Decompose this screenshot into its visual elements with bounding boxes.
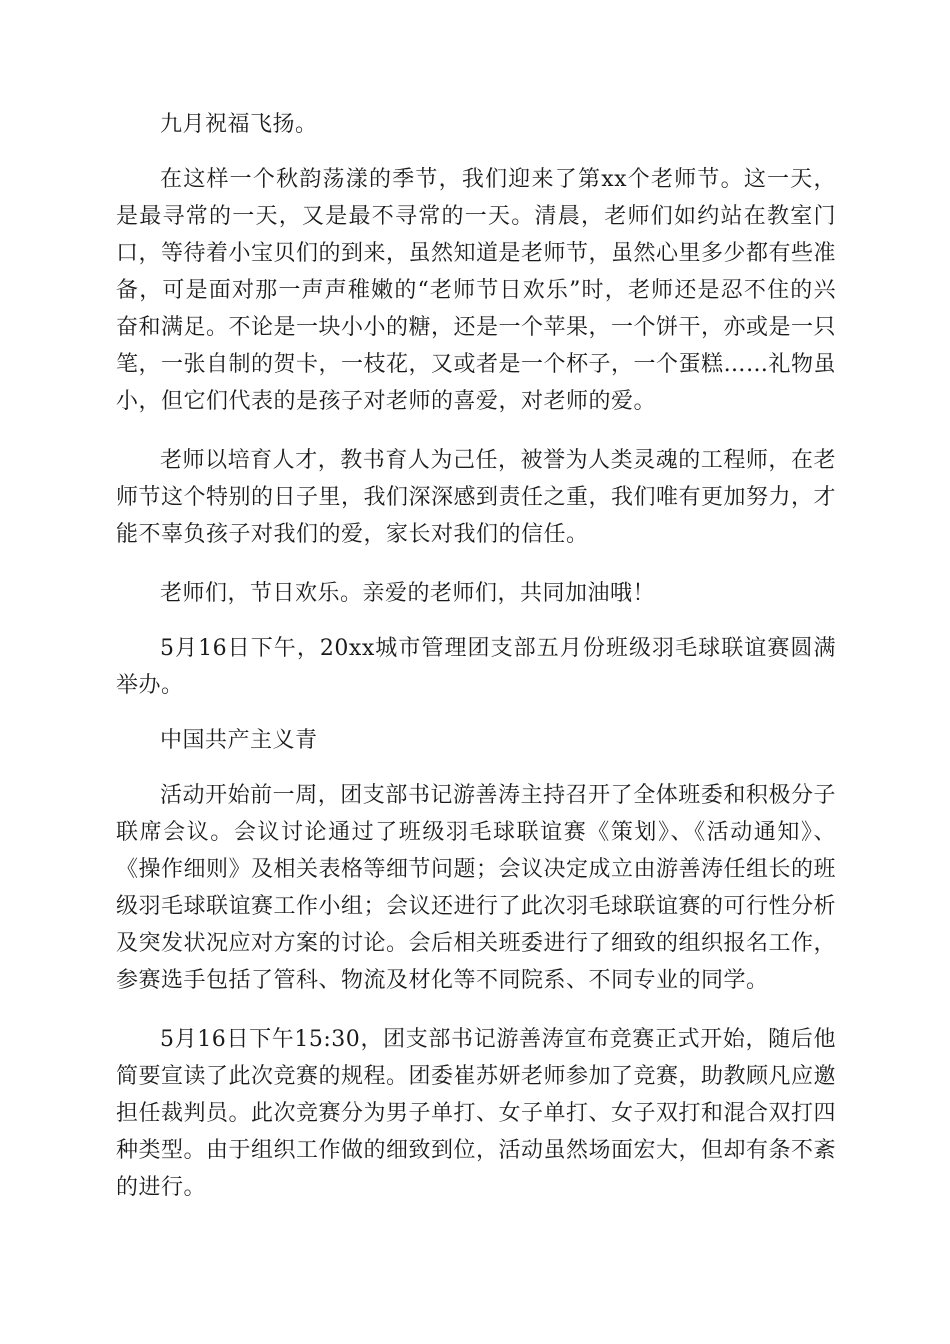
paragraph-teachers-day: 在这样一个秋韵荡漾的季节，我们迎来了第xx个老师节。这一天，是最寻常的一天，又是最不寻常的一天。清晨，老师们如约站在教室门口，等待着小宝贝们的到来，虽然知道是老师节，虽然心里多少都有些准备，可是面对那一声声稚嫩的“老师节日欢乐”时，老师还是忍不住的兴奋和满足。不论是一块小小的糖，还是一个苹果，一个饼干，亦或是一只笔，一张自制的贺卡，一枝花，又或者是一个杯子，一个蛋糕……礼物虽小，但它们代表的是孩子对老师的喜爱，对老师的爱。 <box>116 167 837 414</box>
paragraph-preparation: 活动开始前一周，团支部书记游善涛主持召开了全体班委和积极分子联席会议。会议讨论通过了班级羽毛球联谊赛《策划》、《活动通知》、《操作细则》及相关表格等细节问题；会议决定成立由游善涛任组长的班级羽毛球联谊赛工作小组；会议还进行了此次羽毛球联谊赛的可行性分析及突发状况应对方案的讨论。会后相关班委进行了细致的组织报名工作，参赛选手包括了管科、物流及材化等不同院系、不同专业的同学。 <box>116 783 837 993</box>
paragraph-competition: 5月16日下午15:30，团支部书记游善涛宣布竞赛正式开始，随后他简要宣读了此次竞赛的规程。团委崔苏妍老师参加了竞赛，助教顾凡应邀担任裁判员。此次竞赛分为男子单打、女子单打、女子双打和混合双打四种类型。由于组织工作做的细致到位，活动虽然场面宏大，但却有条不紊的进行。 <box>116 1027 837 1200</box>
paragraph-cheer: 老师们，节日欢乐。亲爱的老师们，共同加油哦！ <box>160 581 656 606</box>
document-page <box>116 106 836 1206</box>
paragraph-greeting: 九月祝福飞扬。 <box>160 112 318 137</box>
paragraph-badminton-intro: 5月16日下午，20xx城市管理团支部五月份班级羽毛球联谊赛圆满举办。 <box>116 636 836 698</box>
paragraph-league-heading: 中国共产主义青 <box>160 728 318 753</box>
paragraph-responsibility: 老师以培育人才，教书育人为己任，被誉为人类灵魂的工程师，在老师节这个特别的日子里，我们深深感到责任之重，我们唯有更加努力，才能不辜负孩子对我们的爱，家长对我们的信任。 <box>116 448 837 547</box>
